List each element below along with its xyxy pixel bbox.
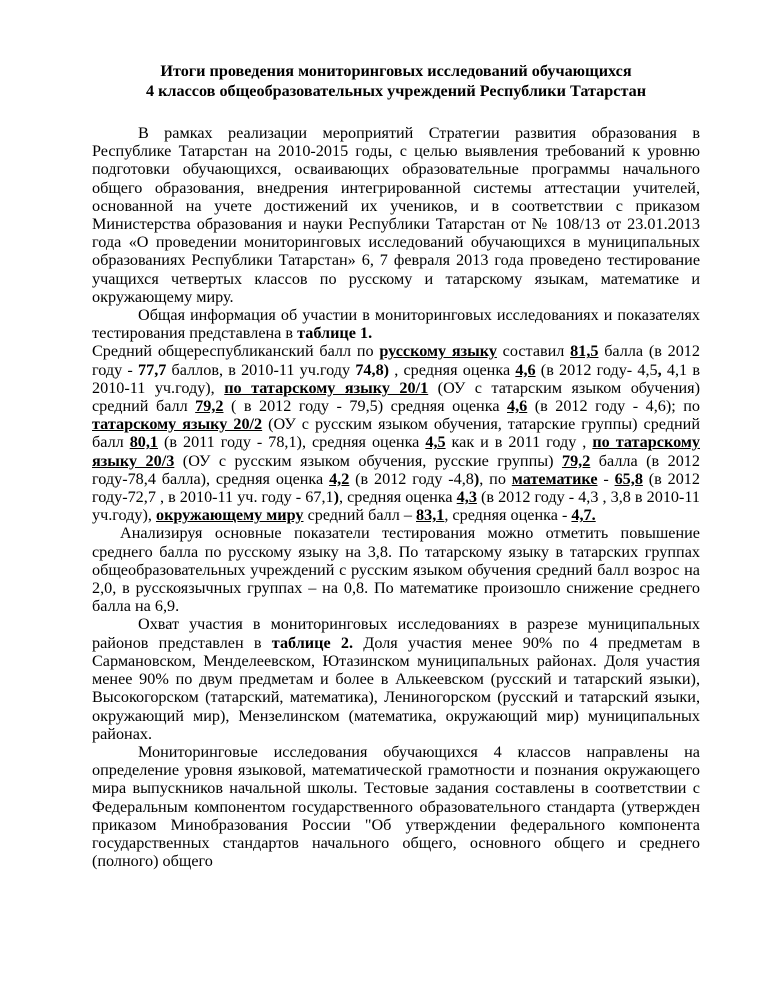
title-line-1: Итоги проведения мониторинговых исследований обучающихся [160, 62, 632, 80]
tatar1-grade: 4,6 [507, 397, 528, 416]
subject-tatar-20-2: татарскому языку 20/2 [92, 415, 263, 434]
document-title [92, 62, 700, 101]
title-line-2: 4 классов общеобразовательных учреждений Республики Татарстан [145, 81, 647, 100]
paragraph-general-info: Общая информация об участии в мониторинговых исследованиях и показателях тестирования представлена в таблице 1. [92, 306, 700, 343]
paragraph-analysis: Анализируя основные показатели тестирования можно отметить повышение среднего балла по русскому языку на 3,8. По татарскому языку в татарских группах общеобразовательных учреждений с русским языком обучения средний балл возрос на 2,0, в русскоязычных группах – на 0,8. По математике произошло снижение среднего балла на 6,9. [92, 524, 700, 616]
table-2-reference: таблице 2. [271, 633, 354, 652]
document-body [92, 124, 700, 870]
math-score: 65,8 [614, 469, 643, 488]
tatar2-score: 80,1 [129, 433, 159, 452]
subject-tatar-20-3: по татарскому языку 20/3 [92, 433, 700, 470]
subject-tatar-20-1: по татарскому языку 20/1 [224, 378, 429, 397]
tatar3-grade: 4,2 [329, 469, 350, 488]
paragraph-scores: Средний общереспубликанский балл по русскому языку составил 81,5 балла (в 2012 году - 77,7 баллов, в 2010-11 уч.году 74,8) , средняя оценка 4,6 (в 2012 году- 4,5, 4,1 в 2010-11 уч.году), по татарскому языку 20/1 (ОУ с татарским языком обучения) средний балл 79,2 ( в 2012 году - 79,5) средняя оценка 4,6 (в 2012 году - 4,6); по татарскому языку 20/2 (ОУ с русским языком обучения, татарские группы) средний балл 80,1 (в 2011 году - 78,1), средняя оценка 4,5 как и в 2011 году , по татарскому языку 20/3 (ОУ с русским языком обучения, русские группы) 79,2 балла (в 2012 году-78,4 балла), средняя оценка 4,2 (в 2012 году -4,8), по математике - 65,8 (в 2012 году-72,7 , в 2010-11 уч. году - 67,1), средняя оценка 4,3 (в 2012 году - 4,3 , 3,8 в 2010-11 уч.году), окружающему миру средний балл – 83,1, средняя оценка - 4,7. [92, 342, 700, 525]
tatar2-grade: 4,5 [425, 433, 446, 452]
world-grade: 4,7. [571, 506, 596, 525]
paragraph-strategy: В рамках реализации мероприятий Стратегии развития образования в Республике Татарстан на 2010-2015 годы, с целью выявления требований к уровню подготовки обучающихся, осваивающих образовательные программы начального общего образования, внедрения интегрированной системы аттестации учителей, основанной на учете достижений их учеников, и в соответствии с приказом Министерства образования и науки Республики Татарстан от № 108/13 от 23.01.2013 года «О проведении мониторинговых исследований обучающихся в муниципальных образованиях Республики Татарстан» 6, 7 февраля 2013 года проведено тестирование учащихся четвертых классов по русскому и татарскому языкам, математике и окружающему миру. [92, 124, 700, 306]
table-1-reference: таблице 1. [297, 324, 373, 343]
world-score: 83,1 [416, 506, 445, 525]
tatar3-score: 79,2 [561, 451, 591, 470]
subject-world: окружающему миру [155, 506, 304, 525]
paragraph-purpose: Мониторинговые исследования обучающихся 4 классов направлены на определение уровня языковой, математической грамотности и познания окружающего мира выпускников начальной школы. Тестовые задания составлены в соответствии с Федеральным компонентом государственного образовательного стандарта (утвержден приказом Минобразования России "Об утверждении федерального компонента государственных стандартов начального общего, основного общего и среднего (полного) общего [92, 742, 700, 871]
russian-score: 81,5 [570, 342, 599, 361]
russian-2012: 77,7 [138, 360, 167, 379]
subject-russian: русскому языку [379, 342, 497, 361]
russian-2010: 74,8) [355, 360, 390, 379]
math-grade: 4,3 [456, 488, 477, 507]
subject-math: математике [511, 469, 598, 488]
russian-grade: 4,6 [515, 360, 536, 379]
paragraph-coverage: Охват участия в мониторинговых исследованиях в разрезе муниципальных районов представлен в таблице 2. Доля участия менее 90% по 4 предметам в Сармановском, Менделеевском, Ютазинском муниципальных районах. Доля участия менее 90% по двум предметам и более в Алькеевском (русский и татарский языки), Высокогорском (татарский, математика), Лениногорском (русский и татарский языки, окружающий мир), Мензелинском (математика, окружающий мир) муниципальных районах. [92, 615, 700, 743]
tatar1-score: 79,2 [195, 397, 224, 416]
